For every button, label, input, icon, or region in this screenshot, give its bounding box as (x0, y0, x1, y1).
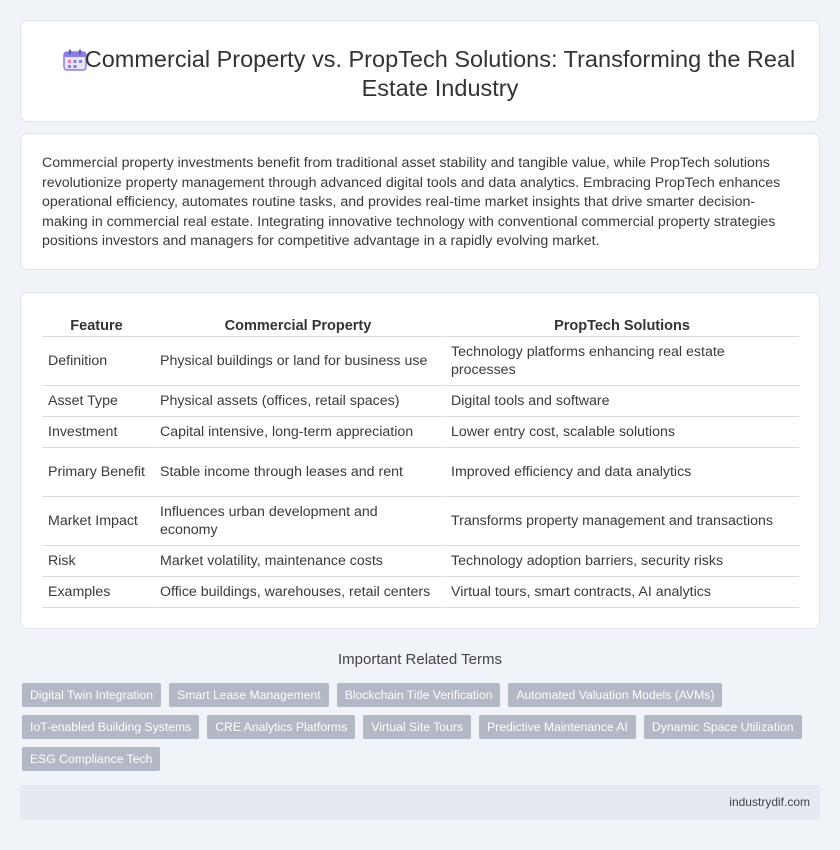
table-cell: Market Impact (42, 497, 151, 546)
related-term-tag[interactable]: Smart Lease Management (169, 683, 329, 707)
table-row (42, 497, 799, 546)
header-proptech-solutions: PropTech Solutions (442, 315, 799, 337)
related-terms-list (22, 683, 822, 771)
footer (20, 785, 820, 820)
table-cell: Improved efficiency and data analytics (442, 448, 799, 497)
related-term-tag[interactable]: IoT-enabled Building Systems (22, 715, 199, 739)
related-term-tag[interactable]: CRE Analytics Platforms (207, 715, 355, 739)
related-term-tag[interactable]: Dynamic Space Utilization (644, 715, 802, 739)
table-row (42, 546, 799, 577)
table-cell: Market volatility, maintenance costs (151, 546, 442, 577)
table-cell: Lower entry cost, scalable solutions (442, 417, 799, 448)
table-cell: Capital intensive, long-term appreciation (151, 417, 442, 448)
comparison-table (42, 315, 799, 608)
table-row (42, 337, 799, 386)
table-cell: Asset Type (42, 386, 151, 417)
table-cell: Physical assets (offices, retail spaces) (151, 386, 442, 417)
table-cell: Examples (42, 577, 151, 608)
related-terms-heading: Important Related Terms (338, 651, 502, 668)
table-cell: Technology adoption barriers, security risks (442, 546, 799, 577)
table-cell: Physical buildings or land for business use (151, 337, 442, 386)
comparison-card (20, 292, 820, 629)
table-cell: Investment (42, 417, 151, 448)
table-row (42, 577, 799, 608)
intro-paragraph: Commercial property investments benefit from traditional asset stability and tangible value, while PropTech solutions revolutionize property management through advanced digital tools and data analytics. Embracing PropTech enhances operational efficiency, automates routine tasks, and provides real-time market insights that drive smarter decision-making in commercial real estate. Integrating innovative technology with conventional commercial property strategies positions investors and managers for competitive advantage in a rapidly evolving market. (42, 155, 781, 250)
intro-card (20, 133, 820, 270)
table-row (42, 386, 799, 417)
table-cell: Transforms property management and transactions (442, 497, 799, 546)
table-cell: Risk (42, 546, 151, 577)
table-cell: Digital tools and software (442, 386, 799, 417)
related-term-tag[interactable]: Blockchain Title Verification (337, 683, 501, 707)
table-cell: Technology platforms enhancing real estate processes (442, 337, 799, 386)
related-term-tag[interactable]: Digital Twin Integration (22, 683, 161, 707)
related-term-tag[interactable]: Automated Valuation Models (AVMs) (508, 683, 722, 707)
related-term-tag[interactable]: ESG Compliance Tech (22, 747, 160, 771)
table-cell: Primary Benefit (42, 448, 151, 497)
table-row (42, 417, 799, 448)
table-row (42, 448, 799, 497)
table-header-row (42, 315, 799, 337)
related-term-tag[interactable]: Predictive Maintenance AI (479, 715, 636, 739)
header-feature: Feature (42, 315, 151, 337)
footer-site-link[interactable]: industrydif.com (729, 795, 810, 809)
header-commercial-property: Commercial Property (151, 315, 442, 337)
table-cell: Influences urban development and economy (151, 497, 442, 546)
title-card (20, 20, 820, 122)
table-cell: Definition (42, 337, 151, 386)
table-cell: Office buildings, warehouses, retail centers (151, 577, 442, 608)
table-cell: Virtual tours, smart contracts, AI analytics (442, 577, 799, 608)
table-cell: Stable income through leases and rent (151, 448, 442, 497)
related-term-tag[interactable]: Virtual Site Tours (363, 715, 471, 739)
page-title: Commercial Property vs. PropTech Solutions: Transforming the Real Estate Industry (84, 46, 796, 101)
